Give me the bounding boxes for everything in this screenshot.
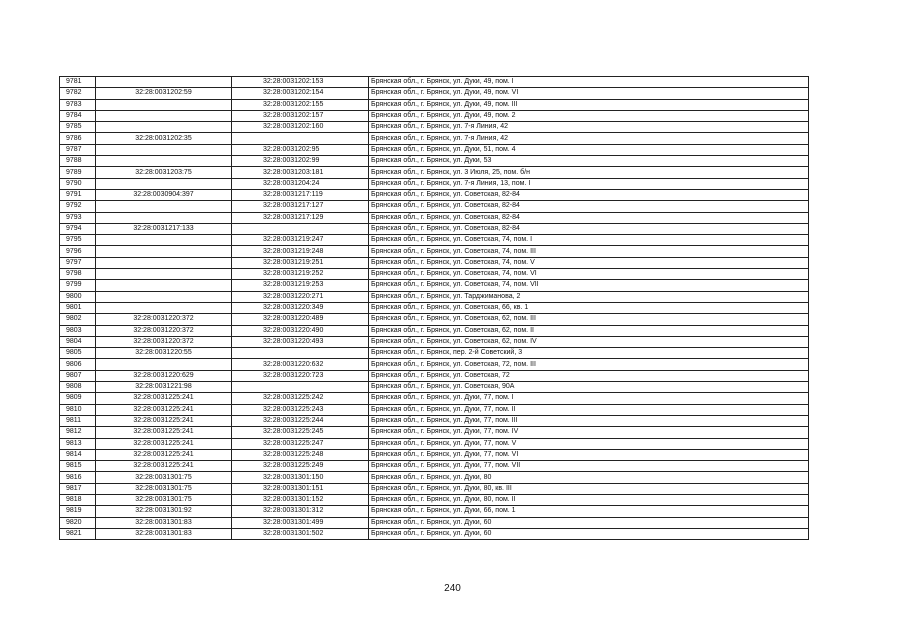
table-row [60,461,809,472]
object-number-cell: 32:28:0031202:99 [232,156,369,167]
table-row [60,302,809,313]
row-number-cell: 9821 [60,528,96,539]
table-row [60,404,809,415]
row-number-cell: 9806 [60,359,96,370]
row-number-cell: 9805 [60,348,96,359]
address-cell: Брянская обл., г. Брянск, ул. Дуки, 60 [369,528,809,539]
table-row [60,314,809,325]
parcel-number-cell [96,178,232,189]
object-number-cell: 32:28:0031202:154 [232,88,369,99]
object-number-cell: 32:28:0031202:157 [232,110,369,121]
parcel-number-cell [96,156,232,167]
object-number-cell: 32:28:0031225:244 [232,415,369,426]
row-number-cell: 9813 [60,438,96,449]
row-number-cell: 9785 [60,122,96,133]
row-number-cell: 9811 [60,415,96,426]
row-number-cell: 9788 [60,156,96,167]
parcel-number-cell [96,77,232,88]
address-cell: Брянская обл., г. Брянск, ул. Советская, 74, пом. VI [369,269,809,280]
table-row [60,257,809,268]
parcel-number-cell [96,302,232,313]
object-number-cell: 32:28:0031225:242 [232,393,369,404]
table-row [60,336,809,347]
address-cell: Брянская обл., г. Брянск, ул. Советская, 74, пом. III [369,246,809,257]
page-number: 240 [444,583,461,594]
table-row [60,167,809,178]
object-number-cell: 32:28:0031219:247 [232,235,369,246]
address-cell: Брянская обл., г. Брянск, ул. Дуки, 77, пом. V [369,438,809,449]
table-row [60,517,809,528]
object-number-cell: 32:28:0031301:151 [232,483,369,494]
parcel-number-cell [96,280,232,291]
address-cell: Брянская обл., г. Брянск, ул. Советская, 72, пом. III [369,359,809,370]
table-row [60,483,809,494]
row-number-cell: 9804 [60,336,96,347]
address-cell: Брянская обл., г. Брянск, ул. Дуки, 77, пом. I [369,393,809,404]
object-number-cell: 32:28:0031202:95 [232,144,369,155]
parcel-number-cell: 32:28:0031220:55 [96,348,232,359]
row-number-cell: 9781 [60,77,96,88]
table-row [60,348,809,359]
row-number-cell: 9814 [60,449,96,460]
object-number-cell: 32:28:0031220:490 [232,325,369,336]
table-row [60,246,809,257]
address-cell: Брянская обл., г. Брянск, ул. Дуки, 77, пом. II [369,404,809,415]
parcel-number-cell [96,269,232,280]
table-row [60,235,809,246]
parcel-number-cell: 32:28:0031301:75 [96,483,232,494]
row-number-cell: 9815 [60,461,96,472]
row-number-cell: 9800 [60,291,96,302]
address-cell: Брянская обл., г. Брянск, ул. Советская, 74, пом. VII [369,280,809,291]
table-row [60,88,809,99]
parcel-number-cell [96,235,232,246]
object-number-cell [232,348,369,359]
table-row [60,472,809,483]
object-number-cell: 32:28:0031204:24 [232,178,369,189]
parcel-number-cell [96,144,232,155]
parcel-number-cell: 32:28:0031301:75 [96,494,232,505]
row-number-cell: 9791 [60,189,96,200]
table-row [60,178,809,189]
row-number-cell: 9801 [60,302,96,313]
row-number-cell: 9820 [60,517,96,528]
object-number-cell: 32:28:0031219:251 [232,257,369,268]
parcel-number-cell [96,291,232,302]
table-row [60,325,809,336]
address-cell: Брянская обл., г. Брянск, ул. Дуки, 60 [369,517,809,528]
object-number-cell: 32:28:0031217:119 [232,189,369,200]
object-number-cell: 32:28:0031220:493 [232,336,369,347]
address-cell: Брянская обл., г. Брянск, ул. Дуки, 77, пом. III [369,415,809,426]
address-cell: Брянская обл., г. Брянск, ул. Дуки, 53 [369,156,809,167]
table-row [60,110,809,121]
table-row [60,415,809,426]
address-cell: Брянская обл., г. Брянск, ул. Дуки, 77, пом. VI [369,449,809,460]
object-number-cell: 32:28:0031225:247 [232,438,369,449]
parcel-number-cell: 32:28:0031225:241 [96,449,232,460]
row-number-cell: 9819 [60,506,96,517]
parcel-number-cell: 32:28:0031225:241 [96,461,232,472]
parcel-number-cell: 32:28:0031220:372 [96,336,232,347]
object-number-cell: 32:28:0031225:248 [232,449,369,460]
parcel-number-cell: 32:28:0031301:92 [96,506,232,517]
row-number-cell: 9786 [60,133,96,144]
parcel-number-cell: 32:28:0031225:241 [96,415,232,426]
row-number-cell: 9789 [60,167,96,178]
address-cell: Брянская обл., г. Брянск, ул. Советская, 82-84 [369,223,809,234]
table-row [60,370,809,381]
table-row [60,382,809,393]
address-cell: Брянская обл., г. Брянск, ул. Советская, 62, пом. II [369,325,809,336]
object-number-cell: 32:28:0031225:249 [232,461,369,472]
address-cell: Брянская обл., г. Брянск, пер. 2-й Советский, 3 [369,348,809,359]
row-number-cell: 9784 [60,110,96,121]
object-number-cell: 32:28:0031219:248 [232,246,369,257]
row-number-cell: 9783 [60,99,96,110]
object-number-cell: 32:28:0031225:243 [232,404,369,415]
object-number-cell: 32:28:0031219:253 [232,280,369,291]
object-number-cell: 32:28:0031202:155 [232,99,369,110]
object-number-cell: 32:28:0031202:153 [232,77,369,88]
object-number-cell [232,133,369,144]
parcel-number-cell [96,257,232,268]
table-row [60,133,809,144]
object-number-cell: 32:28:0031220:489 [232,314,369,325]
table-row [60,201,809,212]
address-cell: Брянская обл., г. Брянск, ул. Дуки, 77, пом. IV [369,427,809,438]
object-number-cell: 32:28:0031217:127 [232,201,369,212]
table-row [60,528,809,539]
address-cell: Брянская обл., г. Брянск, ул. Дуки, 77, пом. VII [369,461,809,472]
table-row [60,212,809,223]
parcel-number-cell: 32:28:0031301:83 [96,528,232,539]
row-number-cell: 9798 [60,269,96,280]
address-cell: Брянская обл., г. Брянск, ул. Советская, 90А [369,382,809,393]
table-row [60,427,809,438]
address-cell: Брянская обл., г. Брянск, ул. Дуки, 80, пом. II [369,494,809,505]
row-number-cell: 9818 [60,494,96,505]
table-row [60,359,809,370]
address-cell: Брянская обл., г. Брянск, ул. Дуки, 49, пом. I [369,77,809,88]
row-number-cell: 9794 [60,223,96,234]
table-row [60,494,809,505]
table-row [60,449,809,460]
address-cell: Брянская обл., г. Брянск, ул. 7-я Линия, 42 [369,122,809,133]
table-row [60,156,809,167]
object-number-cell: 32:28:0031203:181 [232,167,369,178]
parcel-number-cell: 32:28:0031225:241 [96,427,232,438]
object-number-cell: 32:28:0031220:271 [232,291,369,302]
row-number-cell: 9803 [60,325,96,336]
table-row [60,291,809,302]
parcel-number-cell: 32:28:0031225:241 [96,393,232,404]
table-row [60,506,809,517]
registry-table-body [60,77,809,540]
table-row [60,144,809,155]
parcel-number-cell: 32:28:0031301:75 [96,472,232,483]
row-number-cell: 9809 [60,393,96,404]
object-number-cell [232,223,369,234]
row-number-cell: 9808 [60,382,96,393]
address-cell: Брянская обл., г. Брянск, ул. Дуки, 49, пом. 2 [369,110,809,121]
address-cell: Брянская обл., г. Брянск, ул. Тарджиманова, 2 [369,291,809,302]
table-row [60,77,809,88]
address-cell: Брянская обл., г. Брянск, ул. Советская, 66, кв. 1 [369,302,809,313]
address-cell: Брянская обл., г. Брянск, ул. Советская, 82-84 [369,212,809,223]
object-number-cell: 32:28:0031220:632 [232,359,369,370]
parcel-number-cell: 32:28:0031202:59 [96,88,232,99]
table-row [60,393,809,404]
address-cell: Брянская обл., г. Брянск, ул. Дуки, 66, пом. 1 [369,506,809,517]
row-number-cell: 9787 [60,144,96,155]
object-number-cell: 32:28:0031220:723 [232,370,369,381]
address-cell: Брянская обл., г. Брянск, ул. Советская, 74, пом. V [369,257,809,268]
registry-table [59,76,809,540]
row-number-cell: 9797 [60,257,96,268]
row-number-cell: 9796 [60,246,96,257]
table-row [60,189,809,200]
row-number-cell: 9793 [60,212,96,223]
parcel-number-cell: 32:28:0031225:241 [96,438,232,449]
parcel-number-cell: 32:28:0031220:629 [96,370,232,381]
row-number-cell: 9782 [60,88,96,99]
address-cell: Брянская обл., г. Брянск, ул. Дуки, 80, кв. III [369,483,809,494]
row-number-cell: 9792 [60,201,96,212]
row-number-cell: 9807 [60,370,96,381]
parcel-number-cell [96,359,232,370]
parcel-number-cell: 32:28:0030904:397 [96,189,232,200]
address-cell: Брянская обл., г. Брянск, ул. Советская, 74, пом. I [369,235,809,246]
object-number-cell: 32:28:0031301:150 [232,472,369,483]
row-number-cell: 9810 [60,404,96,415]
parcel-number-cell: 32:28:0031225:241 [96,404,232,415]
object-number-cell: 32:28:0031220:349 [232,302,369,313]
object-number-cell: 32:28:0031202:160 [232,122,369,133]
parcel-number-cell [96,212,232,223]
parcel-number-cell: 32:28:0031203:75 [96,167,232,178]
address-cell: Брянская обл., г. Брянск, ул. Дуки, 80 [369,472,809,483]
parcel-number-cell: 32:28:0031301:83 [96,517,232,528]
table-row [60,99,809,110]
object-number-cell: 32:28:0031219:252 [232,269,369,280]
parcel-number-cell [96,122,232,133]
row-number-cell: 9790 [60,178,96,189]
row-number-cell: 9802 [60,314,96,325]
address-cell: Брянская обл., г. Брянск, ул. Дуки, 49, пом. III [369,99,809,110]
parcel-number-cell: 32:28:0031202:35 [96,133,232,144]
parcel-number-cell [96,246,232,257]
table-row [60,223,809,234]
table-row [60,280,809,291]
table-row [60,122,809,133]
parcel-number-cell: 32:28:0031217:133 [96,223,232,234]
address-cell: Брянская обл., г. Брянск, ул. 7-я Линия, 13, пом. I [369,178,809,189]
object-number-cell [232,382,369,393]
address-cell: Брянская обл., г. Брянск, ул. Советская, 82-84 [369,189,809,200]
object-number-cell: 32:28:0031225:245 [232,427,369,438]
object-number-cell: 32:28:0031217:129 [232,212,369,223]
parcel-number-cell: 32:28:0031221:98 [96,382,232,393]
table-row [60,438,809,449]
parcel-number-cell [96,110,232,121]
address-cell: Брянская обл., г. Брянск, ул. Советская, 72 [369,370,809,381]
address-cell: Брянская обл., г. Брянск, ул. Дуки, 51, пом. 4 [369,144,809,155]
object-number-cell: 32:28:0031301:152 [232,494,369,505]
address-cell: Брянская обл., г. Брянск, ул. 7-я Линия, 42 [369,133,809,144]
row-number-cell: 9816 [60,472,96,483]
object-number-cell: 32:28:0031301:499 [232,517,369,528]
table-row [60,269,809,280]
object-number-cell: 32:28:0031301:312 [232,506,369,517]
object-number-cell: 32:28:0031301:502 [232,528,369,539]
address-cell: Брянская обл., г. Брянск, ул. 3 Июля, 25, пом. б/н [369,167,809,178]
parcel-number-cell: 32:28:0031220:372 [96,325,232,336]
address-cell: Брянская обл., г. Брянск, ул. Дуки, 49, пом. VI [369,88,809,99]
row-number-cell: 9799 [60,280,96,291]
parcel-number-cell [96,201,232,212]
parcel-number-cell [96,99,232,110]
address-cell: Брянская обл., г. Брянск, ул. Советская, 62, пом. III [369,314,809,325]
address-cell: Брянская обл., г. Брянск, ул. Советская, 62, пом. IV [369,336,809,347]
row-number-cell: 9817 [60,483,96,494]
row-number-cell: 9812 [60,427,96,438]
address-cell: Брянская обл., г. Брянск, ул. Советская, 82-84 [369,201,809,212]
parcel-number-cell: 32:28:0031220:372 [96,314,232,325]
row-number-cell: 9795 [60,235,96,246]
